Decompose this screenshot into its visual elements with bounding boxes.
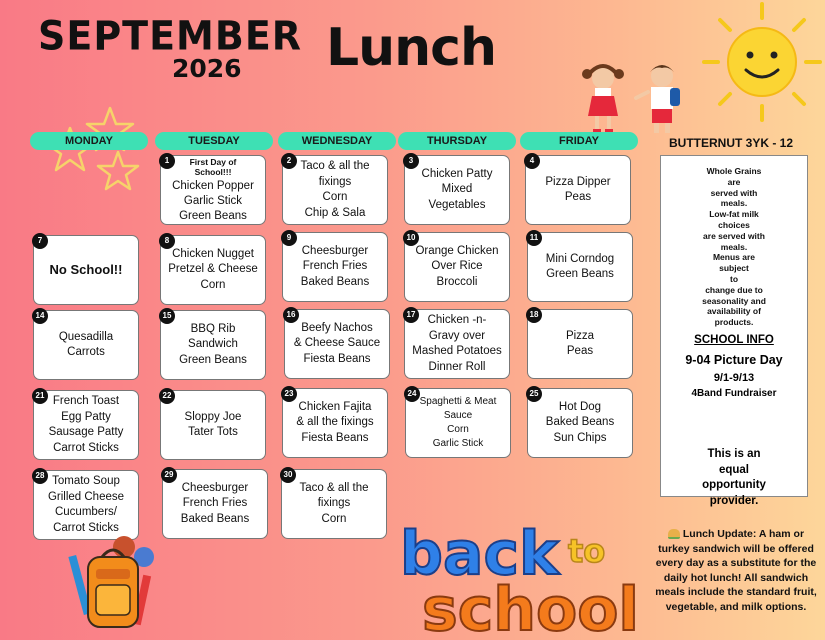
menu-text: Hot Dog Baked Beans Sun Chips (545, 400, 615, 444)
day-header-monday: MONDAY (30, 132, 148, 150)
date-number: 25 (526, 386, 542, 402)
day-header-tuesday: TUESDAY (155, 132, 273, 150)
day-cell-3 (404, 155, 510, 225)
menu-text: Orange Chicken Over Rice Broccoli (415, 244, 499, 288)
day-cell-22 (160, 390, 266, 460)
day-cell-17 (404, 309, 510, 379)
menu-text: Cheesburger French Fries Baked Beans (300, 244, 370, 288)
day-cell-7 (33, 235, 139, 305)
date-number: 21 (32, 388, 48, 404)
menu-text: Sloppy Joe Tater Tots (184, 410, 242, 438)
date-number: 30 (280, 467, 296, 483)
date-number: 8 (159, 233, 175, 249)
date-number: 22 (159, 388, 175, 404)
date-number: 3 (403, 153, 419, 169)
date-number: 10 (403, 230, 419, 246)
year-title: 2026 (172, 54, 242, 83)
menu-text: Tomato Soup Grilled Cheese Cucumbers/ Carrot Sticks (47, 475, 125, 534)
day-header-thursday: THURSDAY (398, 132, 516, 150)
to-word: to (568, 532, 606, 570)
menu-text: Pizza Peas (565, 329, 595, 357)
day-cell-2 (282, 155, 388, 225)
day-cell-11 (527, 232, 633, 302)
day-cell-15 (160, 310, 266, 380)
whole-grains-notice: Whole Grains are served with meals. Low-fat milk choices are served with meals. Menus are subject to change due to seasonality and availability of products. (702, 166, 766, 328)
day-cell-16 (284, 309, 390, 379)
date-number: 1 (159, 153, 175, 169)
menu-text: French Toast Egg Patty Sausage Patty Carrot Sticks (48, 395, 124, 454)
sandwich-icon (668, 529, 680, 539)
date-number: 14 (32, 308, 48, 324)
day-note: First Day of School!!! (189, 156, 237, 177)
date-number: 4 (524, 153, 540, 169)
back-to-school-illustration (398, 512, 648, 637)
date-number: 24 (404, 386, 420, 402)
date-number: 18 (526, 307, 542, 323)
date-number: 28 (32, 468, 48, 484)
month-title: SEPTEMBER (38, 12, 303, 60)
menu-text: Chicken Nugget Pretzel & Cheese Corn (168, 247, 258, 291)
menu-text: Pizza Dipper Peas (545, 175, 611, 203)
fundraiser-info: 4Band Fundraiser (691, 388, 777, 399)
menu-text: Mini Corndog Green Beans (545, 252, 615, 280)
day-cell-10 (404, 232, 510, 302)
day-cell-14 (33, 310, 139, 380)
menu-text: Chicken Popper Garlic Stick Green Beans (172, 179, 254, 222)
menu-text: Taco & all the fixings Corn (299, 481, 369, 525)
day-cell-28 (33, 470, 139, 540)
date-number: 16 (283, 307, 299, 323)
date-number: 7 (32, 233, 48, 249)
picture-day-info: 9-04 Picture Day (685, 353, 783, 367)
menu-text: Quesadilla Carrots (58, 330, 114, 358)
day-cell-24 (405, 388, 511, 458)
day-cell-4 (525, 155, 631, 225)
page-title: Lunch (326, 18, 497, 78)
day-cell-9 (282, 232, 388, 302)
lunch-update-text: Lunch Update: A ham or turkey sandwich will be offered every day as a substitute for the daily hot lunch! All sandwich meals include the standard fruit, vegetable, and milk options. (655, 528, 817, 613)
date-number: 11 (526, 230, 542, 246)
day-cell-29 (162, 469, 268, 539)
date-number: 17 (403, 307, 419, 323)
day-cell-8 (160, 235, 266, 305)
menu-text: Chicken Fajita & all the fixings Fiesta Beans (296, 400, 374, 444)
backpack-illustration (62, 535, 162, 635)
menu-text: Beefy Nachos & Cheese Sauce Fiesta Beans (293, 321, 381, 365)
menu-text: Chicken -n- Gravy over Mashed Potatoes Dinner Roll (412, 314, 502, 373)
fundraiser-dates: 9/1-9/13 (713, 372, 755, 384)
menu-text: Spaghetti & Meat Sauce Corn Garlic Stick (419, 396, 497, 449)
date-number: 15 (159, 308, 175, 324)
menu-text: Taco & all the fixings Corn Chip & Sala (300, 160, 370, 219)
menu-text: No School!! (49, 262, 123, 278)
equal-opportunity-notice: This is an equal opportunity provider. (702, 448, 766, 507)
back-word: back (400, 519, 559, 589)
lunch-update (652, 527, 820, 614)
day-cell-30 (281, 469, 387, 539)
kids-illustration (578, 58, 688, 140)
day-header-friday: FRIDAY (520, 132, 638, 150)
star-icon (40, 100, 150, 200)
sun-icon (700, 0, 825, 125)
school-name: BUTTERNUT 3YK - 12 (669, 136, 794, 150)
school-info-heading: SCHOOL INFO (694, 334, 774, 346)
day-cell-21 (33, 390, 139, 460)
school-word: school (422, 575, 640, 637)
menu-text: Chicken Patty Mixed Vegetables (421, 167, 493, 211)
date-number: 23 (281, 386, 297, 402)
menu-text: BBQ Rib Sandwich Green Beans (179, 322, 247, 366)
day-header-wednesday: WEDNESDAY (278, 132, 396, 150)
day-cell-23 (282, 388, 388, 458)
info-panel (660, 155, 808, 507)
date-number: 2 (281, 153, 297, 169)
menu-text: Cheesburger French Fries Baked Beans (180, 481, 250, 525)
day-cell-25 (527, 388, 633, 458)
date-number: 29 (161, 467, 177, 483)
date-number: 9 (281, 230, 297, 246)
day-cell-1 (160, 155, 266, 225)
day-cell-18 (527, 309, 633, 379)
